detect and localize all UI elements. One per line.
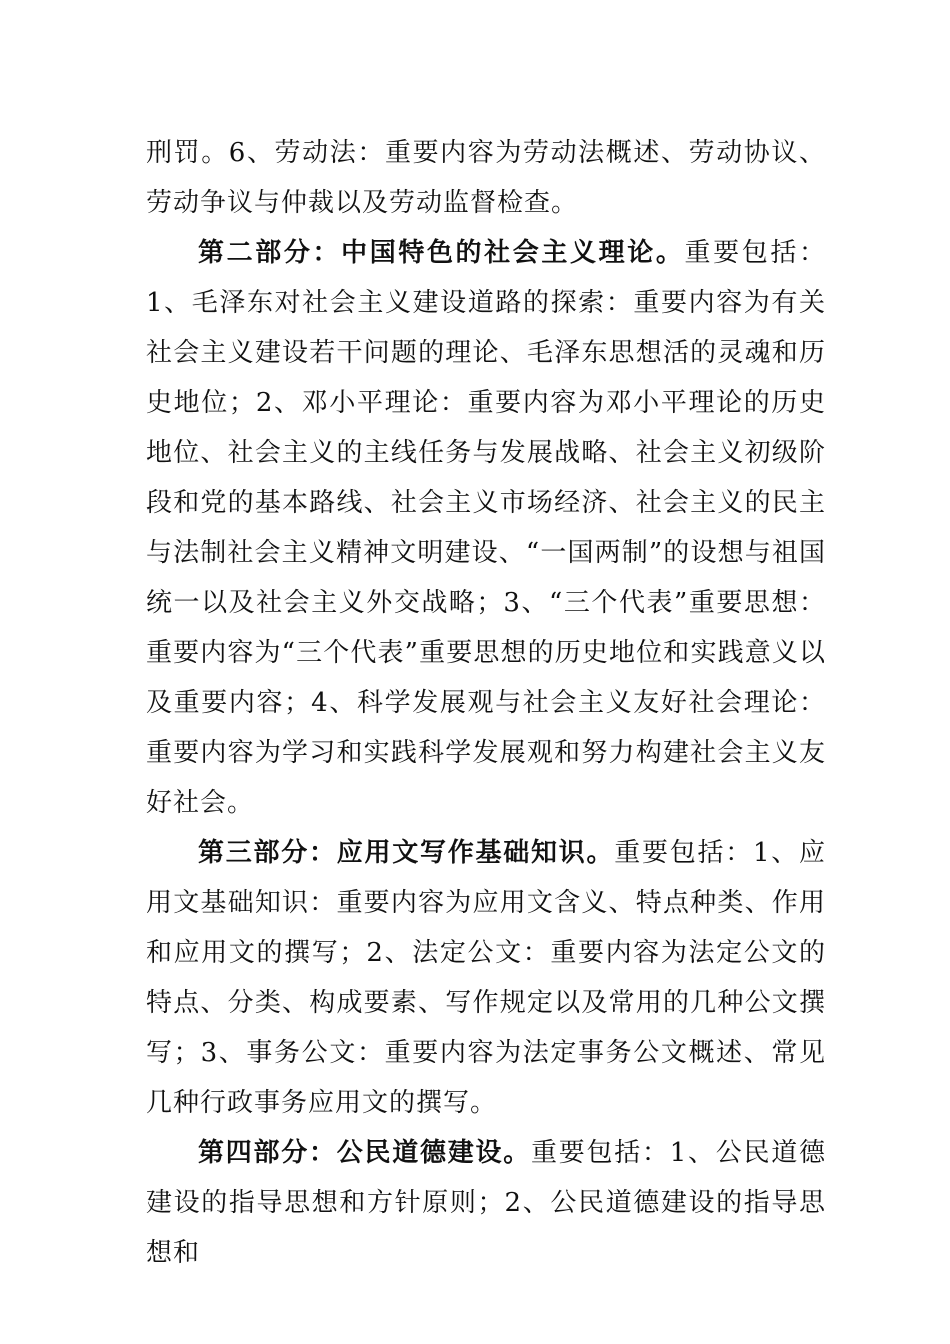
paragraph-continuation (146, 128, 826, 228)
paragraph-body: 重要包括：1、公民道德建设的指导思想和方针原则；2、公民道德建设的指导思想和 (146, 1138, 826, 1268)
paragraph-part-three (146, 828, 826, 1128)
paragraph-body: 重要包括：1、毛泽东对社会主义建设道路的探索：重要内容为有关社会主义建设若干问题的理论、毛泽东思想活的灵魂和历史地位；2、邓小平理论：重要内容为邓小平理论的历史地位、社会主义的主线任务与发展战略、社会主义初级阶段和党的基本路线、社会主义市场经济、社会主义的民主与法制社会主义精神文明建设、“一国两制”的设想与祖国统一以及社会主义外交战略；3、“三个代表”重要思想：重要内容为“三个代表”重要思想的历史地位和实践意义以及重要内容；4、科学发展观与社会主义友好社会理论：重要内容为学习和实践科学发展观和努力构建社会主义友好社会。 (146, 238, 826, 818)
paragraph-heading: 第四部分：公民道德建设。 (198, 1138, 531, 1168)
paragraph-part-two (146, 228, 826, 828)
paragraph-heading: 第二部分：中国特色的社会主义理论。 (198, 238, 685, 268)
document-body (146, 128, 826, 1278)
paragraph-body: 刑罚。6、劳动法：重要内容为劳动法概述、劳动协议、劳动争议与仲裁以及劳动监督检查。 (146, 138, 826, 218)
paragraph-part-four (146, 1128, 826, 1278)
paragraph-heading: 第三部分：应用文写作基础知识。 (198, 838, 615, 868)
paragraph-body: 重要包括：1、应用文基础知识：重要内容为应用文含义、特点种类、作用和应用文的撰写；2、法定公文：重要内容为法定公文的特点、分类、构成要素、写作规定以及常用的几种公文撰写；3、事务公文：重要内容为法定事务公文概述、常见几种行政事务应用文的撰写。 (146, 838, 826, 1118)
